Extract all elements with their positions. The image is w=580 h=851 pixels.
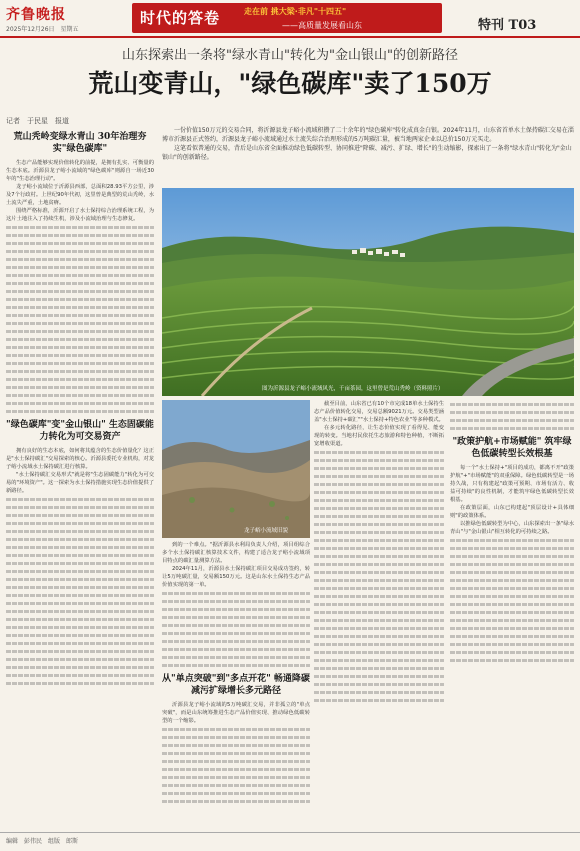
left-column <box>6 127 154 827</box>
section-label: 特刊 T03 <box>478 18 537 33</box>
article-body <box>162 541 310 589</box>
article-body <box>450 464 574 536</box>
body-text-filler <box>6 495 154 687</box>
editor-credit: 编辑 彭伟民 组版 郎斯 <box>6 838 79 845</box>
article-body <box>6 159 154 223</box>
article-body <box>6 447 154 495</box>
lead-paragraph: 一份价值150万元的交易合同，将沂源县龙子峪小流域积攒了二十余年的"绿色碳库"转化成真金白银。2024年11月，山东省首单水土保持碳汇交易在淄博市沂源县正式签约，沂源县龙子峪小流域通过水土流失综合治理形成的5万吨碳汇量，被当地两家企业以总价150万元买走。 <box>162 127 574 143</box>
body-paragraph: 以推绿色低碳转型为中心，山东探索出一条"绿水青山"与"金山银山"相互转化的可持续之路。 <box>450 521 574 535</box>
footer-rule <box>0 832 580 833</box>
body-text-filler <box>162 589 310 669</box>
middle-column-1 <box>162 541 310 831</box>
section-subhead: "政策护航+市场赋能" 筑牢绿色低碳转型长效根基 <box>452 437 572 459</box>
old-landscape-photo-image <box>162 400 310 538</box>
middle-column-2 <box>314 400 444 830</box>
body-paragraph: 到的一个难点。"据沂源县水利局负责人介绍，项目组综合多个水土保持碳汇核算技术文件，构建了适合龙子峪小流域项目特点的碳汇量测算方法。 <box>162 542 310 564</box>
body-paragraph: 生态产品能够实现价值转化的前提，是拥有扎实、可衡量的生态本底。沂源县龙子峪小流域的"绿色碳库"则源自一场近30年的"生态治理行动"。 <box>6 160 154 182</box>
landscape-photo-image <box>162 188 574 396</box>
publication-date: 2025年12月26日 星期五 <box>6 26 79 33</box>
body-text-filler <box>6 223 154 415</box>
article-body <box>162 701 310 725</box>
banner-subtitle: ——高质量发展看山东 <box>282 21 362 30</box>
body-text-filler <box>314 448 444 704</box>
old-landscape-photo <box>162 400 310 538</box>
lead-paragraph: 这笔看似普通的交易，背后是山东省全面推动绿色低碳转型、协同推进"降碳、减污、扩绿、增长"的生动缩影，探索出了一条将"绿水青山"转化为"金山银山"的创新路径。 <box>162 145 572 161</box>
body-paragraph: 龙子峪小流域位于沂源县西部，总面积28.93平方公里，涉及7个行政村。上世纪90年代初，这里曾是典型的荒山秃岭，水土流失严重，土地贫瘠。 <box>6 184 154 206</box>
photo-caption: 龙子峪小流域旧貌 <box>244 528 289 534</box>
body-text-filler <box>450 536 574 664</box>
section-subhead: 荒山秃岭变绿水青山 30年治理夯实"绿色碳库" <box>13 132 147 154</box>
newspaper-logo: 齐鲁晚报 <box>6 7 66 23</box>
body-paragraph: 在政策层面，山东已构建起"顶层设计+具体细则"的政策体系。 <box>450 505 574 519</box>
body-text-filler <box>162 725 310 805</box>
lead-paragraphs <box>162 127 574 163</box>
masthead-rule <box>0 36 580 38</box>
body-paragraph: "水土保持碳汇交易形式"就是将"生态固碳能力"转化为可交易的"环境资产"。这一探索为水土保持措施实现生态价值提供了新路径。 <box>6 472 154 494</box>
body-paragraph: 围绕严格标准，沂源开启了水土保持综合治理系统工程，为这片土地注入了持续生机，涉及小流域治理与生态修复。 <box>6 208 154 222</box>
section-subhead: "绿色碳库"变"金山银山" 生态固碳能力转化为可交易资产 <box>6 420 154 442</box>
headline-kicker: 山东探索出一条将"绿水青山"转化为"金山银山"的创新路径 <box>122 48 458 63</box>
body-paragraph: 2024年11月，沂源县水土保持碳汇项目交易成功签约，转让5万吨碳汇量，交易额150万元。这是山东水土保持生态产品价值实现的第一单。 <box>162 566 310 588</box>
landscape-photo <box>162 188 574 396</box>
banner-slogan: 走在前 挑大梁·非凡"十四五" <box>244 7 347 16</box>
body-paragraph: 每一个"水土保持+"项目的成功，都离不开"政策护航"+"市场赋能"的双重保障。绿色低碳转型是一场持久战，只有构建起"政策可预期、市场有活力、收益可持续"的良性机制，才能筑牢绿色低碳转型长效根基。 <box>450 465 574 503</box>
page-headline: 荒山变青山，"绿色碳库"卖了150万 <box>88 69 492 98</box>
article-body <box>450 400 574 432</box>
masthead <box>0 0 580 36</box>
body-paragraph: 在多元转化路径，让生态价值实现了看得见、能变现的转变。当地村民依托生态旅游和特色种植，不断拓宽增收渠道。 <box>314 425 444 447</box>
section-subhead: 从"单点突破"到"多点开花" 畅通降碳减污扩绿增长多元路径 <box>162 674 310 696</box>
body-paragraph: 拥有良好的生态本底，如何将其蕴含的生态价值量化？这正是"水土保持碳汇"交易探索的核心。沂源县委托专业机构，对龙子峪小流域水土保持碳汇进行核算。 <box>6 448 154 470</box>
byline: 记者 于民星 报道 <box>6 117 69 125</box>
special-issue-banner <box>132 3 442 33</box>
body-paragraph: 沂源县龙子峪小流域的5万吨碳汇交易，并非孤立的"单点突破"，而是山东统筹推进生态产品价值实现、推动绿色低碳转型的一个缩影。 <box>162 702 310 724</box>
right-column <box>450 400 574 830</box>
photo-caption: 图为沂源县龙子峪小流域风光，千亩茶园，这里曾是荒山秃岭（资料照片） <box>262 386 444 392</box>
article-body <box>314 400 444 448</box>
body-paragraph: 截至目前，山东省已有10个市完成18单水土保持生态产品价值转化交易，交易总额9021万元。交易类型涵盖"水土保持+碳汇""水土保持+特色农业"等多种模式。 <box>314 401 444 423</box>
banner-title: 时代的答卷 <box>140 9 221 27</box>
